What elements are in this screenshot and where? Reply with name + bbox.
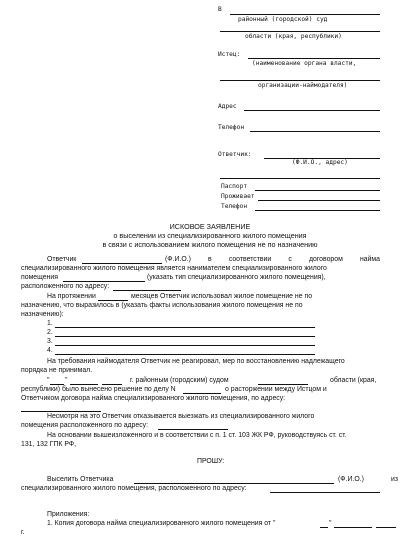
p4-month-blank: [70, 384, 98, 385]
p1-address-blank: [113, 290, 181, 291]
region-blank: [220, 31, 380, 32]
list-item-number: 1.: [47, 320, 53, 327]
p1-line3-end: (указать тип специализированного жилого помещения),: [147, 274, 326, 281]
document-title: ИСКОВОЕ ЗАЯВЛЕНИЕ: [169, 222, 251, 231]
appendix-year-blank: [376, 527, 396, 528]
list-item-number: 3.: [47, 338, 53, 345]
list-item-blank: [55, 345, 315, 346]
p6-line1: На основании вышеизложенного и в соответствии с п. 1 ст. 103 ЖК РФ, руководствуясь ст. ст.: [47, 432, 347, 439]
p1-line1-rest: [165, 257, 380, 264]
region-hint: области (края, республики): [245, 33, 342, 40]
address-label: Адрес: [218, 103, 237, 110]
p3-line1: На требования наймодателя Ответчик не реагировал, мер по восстановлению надлежащего: [47, 358, 345, 365]
defendant-blank-2: [220, 178, 380, 179]
defendant-hint: (Ф.И.О., адрес): [292, 159, 348, 166]
court-name-hint: районный (городской) суд: [238, 16, 328, 23]
list-item-number: 4.: [47, 347, 53, 354]
residence-label: Проживает: [221, 193, 255, 200]
to-prefix: В: [218, 6, 222, 13]
plaintiff-hint-2: организации-наймодателя): [258, 82, 348, 89]
document-subtitle-2: в связи с использованием жилого помещения не по назначению: [102, 240, 318, 249]
appendix-heading: Приложения:: [47, 511, 90, 518]
plaintiff-blank: [248, 58, 380, 59]
p4-region: области (края,: [330, 377, 377, 384]
request-line1-start: Выселить Ответчика: [47, 476, 114, 483]
list-item-blank: [55, 336, 315, 337]
appendix-day-blank: [320, 527, 328, 528]
appendix-month-blank: [334, 527, 372, 528]
p1-line4-start: расположенного по адресу:: [21, 283, 110, 290]
appendix-quote-close: ": [329, 520, 332, 527]
p5-line1: Несмотря на это Ответчик отказывается выезжать из специализированного жилого: [47, 413, 315, 420]
p4-case-blank: [183, 393, 221, 394]
p2-line2: назначению, что выразилось в (указать факты использования жилого помещения не по: [21, 302, 303, 309]
p4-quote-open: ": [47, 377, 50, 384]
passport-label: Паспорт: [221, 183, 248, 190]
address-blank: [244, 110, 380, 111]
appendix-year-suffix: г.: [21, 529, 25, 536]
phone2-blank: [255, 210, 380, 211]
defendant-label: Ответчик:: [218, 151, 252, 158]
passport-blank: [255, 190, 380, 191]
document-subtitle-1: о выселении из специализированного жилого помещения: [113, 231, 307, 240]
request-fio-hint: (Ф.И.О.): [338, 476, 364, 483]
plaintiff-hint-1: (наименование органа власти,: [252, 60, 357, 67]
p5-address-blank: [158, 429, 228, 430]
phone2-label: Телефон: [221, 203, 248, 210]
phone-blank: [250, 131, 380, 132]
p6-line2: 131, 132 ГПК РФ,: [21, 441, 77, 448]
p1-defendant: Ответчик: [47, 256, 77, 263]
p2-line3: назначению):: [21, 311, 64, 318]
p4-address-blank: [21, 411, 101, 412]
p4-line3: Ответчиком договора найма специализированного жилого помещения, по адресу:: [21, 395, 286, 402]
p1-word: найма: [359, 256, 380, 263]
p1-word: в: [208, 256, 212, 263]
p4-quote-close: ": [65, 377, 68, 384]
p2-line1-end: месяцев Ответчик использовал жилое помещение не по: [131, 293, 313, 300]
appendix-item-1: 1. Копия договора найма специализированного жилого помещения от ": [47, 520, 276, 527]
p1-fio-blank: [82, 263, 162, 264]
p1-word: соответствии: [228, 256, 272, 263]
p3-line2: порядка не принимал.: [21, 367, 93, 374]
list-item-blank: [55, 354, 315, 355]
list-item-blank: [55, 327, 315, 328]
request-address-blank: [270, 492, 380, 493]
p2-line1-start: На протяжении: [47, 293, 96, 300]
p4-line2-start: республики) было вынесено решение по делу N: [21, 386, 176, 393]
request-fio-blank: [134, 483, 334, 484]
p1-line2: специализированного жилого помещения является нанимателем специализированного жилого: [21, 265, 327, 272]
list-item-number: 2.: [47, 329, 53, 336]
p1-fio-hint: (Ф.И.О.): [165, 256, 191, 263]
p1-word: с: [288, 256, 292, 263]
p1-word: договором: [308, 256, 343, 263]
p4-year-blank: [102, 384, 122, 385]
p1-line3-start: помещения: [21, 274, 58, 281]
phone-label: Телефон: [218, 124, 245, 131]
request-line2: специализированного жилого помещения, расположенного по адресу:: [21, 485, 247, 492]
p4-region-blank: [258, 384, 308, 385]
p4-line2-end: о расторжении между Истцом и: [225, 386, 327, 393]
p1-type-blank: [63, 281, 145, 282]
plaintiff-label: Истец:: [218, 51, 241, 58]
request-line1-end: из: [391, 476, 399, 483]
p4-court: г. районным (городским) судом: [130, 377, 229, 384]
p5-line2-start: помещения расположенного по адресу:: [21, 422, 149, 429]
court-name-blank: [230, 14, 380, 15]
p4-day-blank: [50, 384, 64, 385]
plaintiff-blank-2: [220, 80, 380, 81]
request-heading: ПРОШУ:: [197, 458, 225, 465]
residence-blank: [258, 200, 380, 201]
p2-months-blank: [98, 300, 128, 301]
